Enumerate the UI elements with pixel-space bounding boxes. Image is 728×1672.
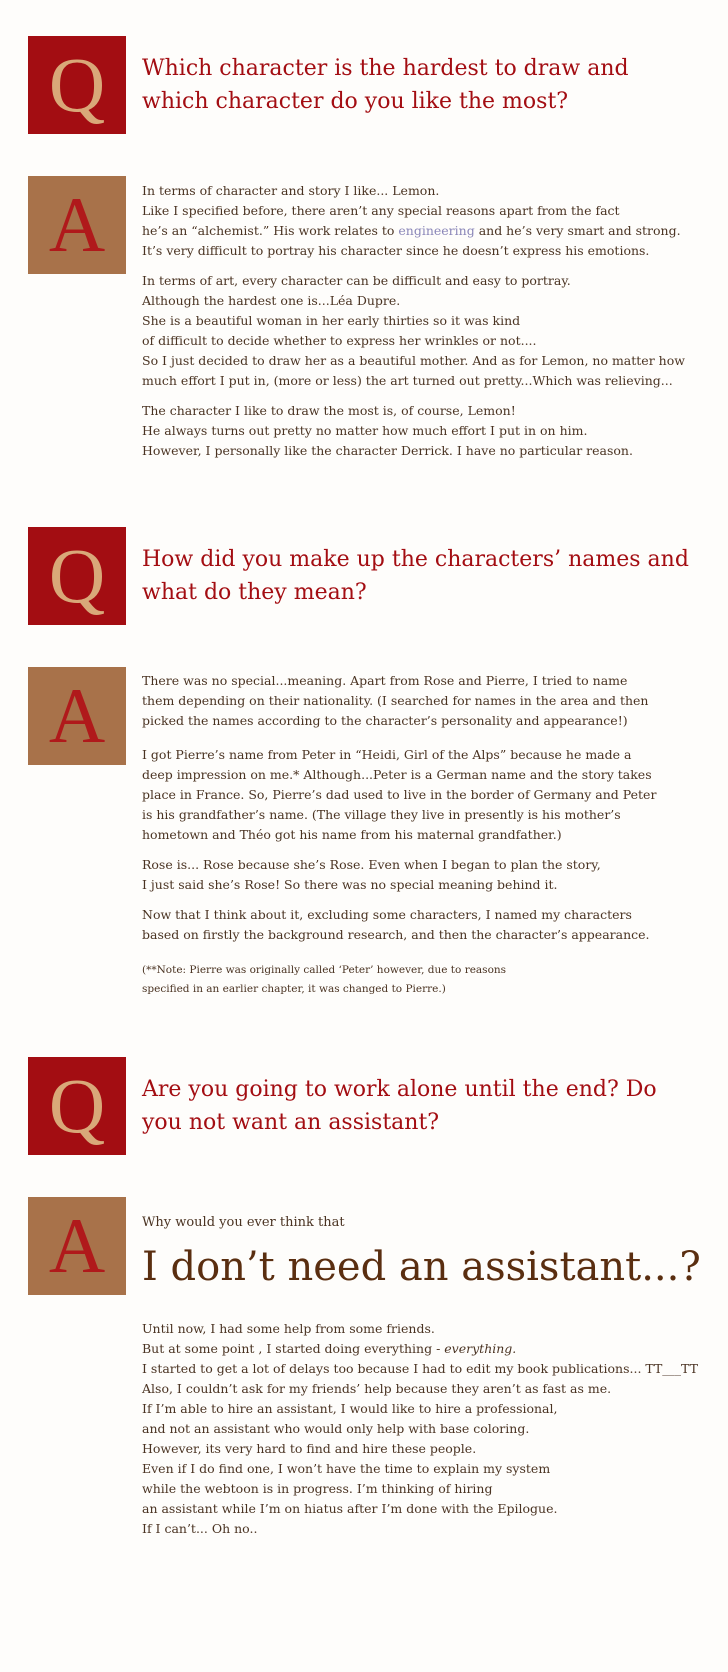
text-line: There was no special...meaning. Apart from Rose and Pierre, I tried to name bbox=[142, 673, 628, 688]
question-1-line: Which character is the hardest to draw bbox=[142, 56, 581, 81]
text-line: specified in an earlier chapter, it was changed to Pierre.) bbox=[142, 983, 446, 995]
answer-lead: Why would you ever think that bbox=[142, 1215, 345, 1230]
text-line bbox=[142, 1339, 712, 1359]
text-fragment: he’s an “alchemist.” His work relates to bbox=[142, 223, 399, 238]
question-badge-3: Q bbox=[28, 1057, 126, 1155]
text-line: deep impression on me.* Although...Peter is a German name and the story takes bbox=[142, 767, 652, 782]
text-line: Rose is... Rose because she’s Rose. Even when I began to plan the story, bbox=[142, 857, 601, 872]
text-line: In terms of character and story I like... Lemon. bbox=[142, 183, 440, 198]
text-line: Now that I think about it, excluding some characters, I named my characters bbox=[142, 907, 632, 922]
question-3-line: Do you not want an assistant? bbox=[142, 1077, 657, 1135]
text-line: hometown and Théo got his name from his maternal grandfather.) bbox=[142, 827, 562, 842]
text-line: I got Pierre’s name from Peter in “Heidi, Girl of the Alps” because he made a bbox=[142, 747, 632, 762]
text-line: She is a beautiful woman in her early thirties so it was kind bbox=[142, 313, 521, 328]
answer-paragraph bbox=[142, 905, 712, 945]
answer-paragraph bbox=[142, 671, 712, 731]
text-line: Although the hardest one is...Léa Dupre. bbox=[142, 293, 401, 308]
text-line: Like I specified before, there aren’t any special reasons apart from the fact bbox=[142, 203, 620, 218]
question-2 bbox=[142, 543, 702, 609]
answer-1 bbox=[142, 181, 712, 471]
text-line: place in France. So, Pierre’s dad used to live in the border of Germany and Peter bbox=[142, 787, 657, 802]
footnote bbox=[142, 961, 712, 999]
text-line bbox=[142, 221, 712, 241]
text-line: an assistant while I’m on hiatus after I’m done with the Epilogue. bbox=[142, 1501, 558, 1516]
question-2-line: How did you make up the characters’ bbox=[142, 547, 562, 572]
answer-badge-2: A bbox=[28, 667, 126, 765]
question-1-line: and which character do you like the most? bbox=[142, 56, 629, 114]
text-line: is his grandfather’s name. (The village they live in presently is his mother’s bbox=[142, 807, 621, 822]
answer-paragraph bbox=[142, 1319, 712, 1539]
answer-paragraph bbox=[142, 181, 712, 261]
text-line: picked the names according to the character’s personality and appearance!) bbox=[142, 713, 628, 728]
question-3 bbox=[142, 1073, 702, 1139]
text-line: much effort I put in, (more or less) the art turned out pretty...Which was relieving... bbox=[142, 373, 673, 388]
text-line: Until now, I had some help from some friends. bbox=[142, 1321, 435, 1336]
text-line: In terms of art, every character can be difficult and easy to portray. bbox=[142, 273, 571, 288]
question-2-line: names and what do they mean? bbox=[142, 547, 689, 605]
text-line: (**Note: Pierre was originally called ‘Peter’ however, due to reasons bbox=[142, 964, 507, 976]
answer-paragraph bbox=[142, 855, 712, 895]
text-line: He always turns out pretty no matter how much effort I put in on him. bbox=[142, 423, 588, 438]
answer-badge-1: A bbox=[28, 176, 126, 274]
text-line: of difficult to decide whether to express her wrinkles or not.... bbox=[142, 333, 537, 348]
text-line: If I’m able to hire an assistant, I would like to hire a professional, bbox=[142, 1401, 558, 1416]
text-fragment: everything. bbox=[444, 1341, 517, 1356]
engineering-link[interactable]: engineering bbox=[398, 223, 475, 238]
text-line: However, its very hard to find and hire these people. bbox=[142, 1441, 477, 1456]
text-line: Even if I do find one, I won’t have the time to explain my system bbox=[142, 1461, 551, 1476]
text-line: based on firstly the background research, and then the character’s appearance. bbox=[142, 927, 650, 942]
question-badge-2: Q bbox=[28, 527, 126, 625]
answer-3 bbox=[142, 1213, 712, 1549]
answer-headline: I don’t need an assistant...? bbox=[142, 1244, 701, 1290]
answer-paragraph bbox=[142, 401, 712, 461]
text-line: them depending on their nationality. (I searched for names in the area and then bbox=[142, 693, 649, 708]
text-line: It’s very difficult to portray his character since he doesn’t express his emotions. bbox=[142, 243, 650, 258]
text-line: The character I like to draw the most is, of course, Lemon! bbox=[142, 403, 516, 418]
answer-paragraph bbox=[142, 745, 712, 845]
answer-2 bbox=[142, 671, 712, 1009]
answer-paragraph bbox=[142, 271, 712, 391]
text-line: So I just decided to draw her as a beautiful mother. And as for Lemon, no matter how bbox=[142, 353, 685, 368]
text-fragment: and he’s very smart and strong. bbox=[474, 223, 681, 238]
question-badge-1: Q bbox=[28, 36, 126, 134]
question-3-line: Are you going to work alone until the end? bbox=[142, 1077, 619, 1102]
text-fragment: But at some point , I started doing everything - bbox=[142, 1341, 445, 1356]
text-line: If I can’t... Oh no.. bbox=[142, 1521, 258, 1536]
text-line: I started to get a lot of delays too because I had to edit my book publications... TT___TT bbox=[142, 1361, 698, 1376]
question-1 bbox=[142, 52, 702, 118]
text-line: Also, I couldn’t ask for my friends’ help because they aren’t as fast as me. bbox=[142, 1381, 612, 1396]
text-line: I just said she’s Rose! So there was no special meaning behind it. bbox=[142, 877, 558, 892]
text-line: while the webtoon is in progress. I’m thinking of hiring bbox=[142, 1481, 493, 1496]
answer-badge-3: A bbox=[28, 1197, 126, 1295]
text-line: However, I personally like the character Derrick. I have no particular reason. bbox=[142, 443, 633, 458]
text-line: and not an assistant who would only help with base coloring. bbox=[142, 1421, 530, 1436]
